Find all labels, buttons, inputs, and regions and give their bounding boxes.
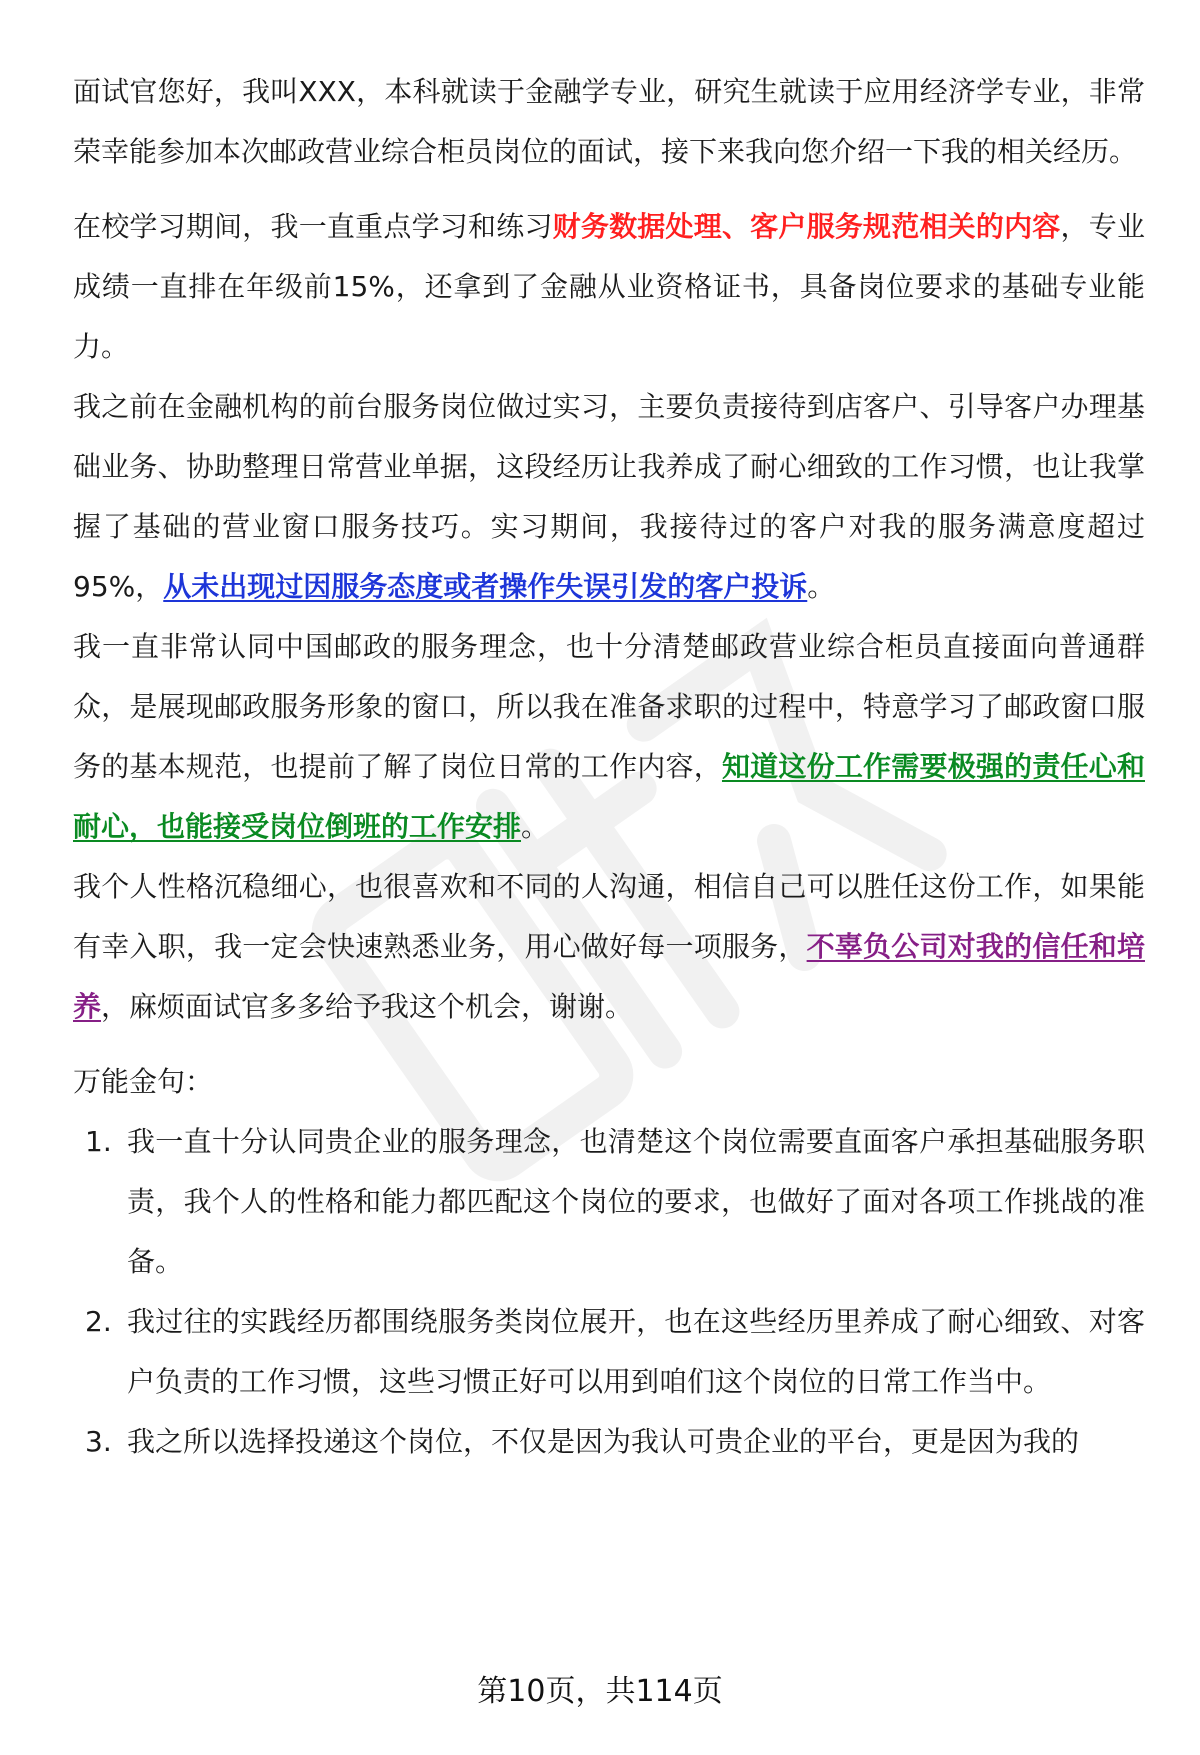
list-item-text: 我一直十分认同贵企业的服务理念，也清楚这个岗位需要直面客户承担基础服务职责，我个人的性格和能力都匹配这个岗位的要求，也做好了面对各项工作挑战的准备。 [127, 1125, 1145, 1278]
study-text-after: ，专业成绩一直排在年级前15%，还拿到了金融从业资格证书，具备岗位要求的基础专业能力。 [73, 210, 1145, 363]
study-paragraph [73, 197, 1145, 377]
list-item [73, 1412, 1145, 1472]
list-item [73, 1292, 1145, 1412]
internship-text-after: 。 [807, 570, 836, 603]
internship-text-before: 我之前在金融机构的前台服务岗位做过实习，主要负责接待到店客户、引导客户办理基础业务、协助整理日常营业单据，这段经历让我养成了耐心细致的工作习惯，也让我掌握了基础的营业窗口服务技巧。实习期间，我接待过的客户对我的服务满意度超过95%， [73, 390, 1145, 603]
list-item-text: 我之所以选择投递这个岗位，不仅是因为我认可贵企业的平台，更是因为我的 [127, 1425, 1080, 1458]
study-text-before: 在校学习期间，我一直重点学习和练习 [73, 210, 553, 243]
identity-paragraph [73, 617, 1145, 857]
list-item-number: 1. [85, 1125, 112, 1158]
identity-text-before: 我一直非常认同中国邮政的服务理念，也十分清楚邮政营业综合柜员直接面向普通群众，是展现邮政服务形象的窗口，所以我在准备求职的过程中，特意学习了邮政窗口服务的基本规范，也提前了解了岗位日常的工作内容， [73, 630, 1145, 783]
list-item [73, 1112, 1145, 1292]
golden-sentences-heading: 万能金句： [73, 1065, 214, 1098]
golden-sentences-list [73, 1112, 1145, 1472]
list-item-number: 3. [85, 1425, 112, 1458]
intro-paragraph: 面试官您好，我叫XXX，本科就读于金融学专业，研究生就读于应用经济学专业，非常荣幸能参加本次邮政营业综合柜员岗位的面试，接下来我向您介绍一下我的相关经历。 [73, 75, 1145, 168]
closing-paragraph [73, 857, 1145, 1037]
list-item-text: 我过往的实践经历都围绕服务类岗位展开，也在这些经历里养成了耐心细致、对客户负责的工作习惯，这些习惯正好可以用到咱们这个岗位的日常工作当中。 [127, 1305, 1145, 1398]
internship-highlight: 从未出现过因服务态度或者操作失误引发的客户投诉 [163, 570, 808, 603]
identity-text-after: 。 [521, 810, 550, 843]
page-number-footer: 第10页，共114页 [477, 1674, 723, 1709]
list-item-number: 2. [85, 1305, 112, 1338]
internship-paragraph [73, 377, 1145, 617]
closing-text-before: 我个人性格沉稳细心，也很喜欢和不同的人沟通，相信自己可以胜任这份工作，如果能有幸入职，我一定会快速熟悉业务，用心做好每一项服务， [73, 870, 1145, 963]
closing-text-after: ，麻烦面试官多多给予我这个机会，谢谢。 [101, 990, 634, 1023]
closing-highlight: 不辜负公司对我的信任和培养 [73, 930, 1145, 1023]
document-body [73, 62, 1145, 1472]
study-highlight: 财务数据处理、客户服务规范相关的内容 [552, 210, 1061, 243]
identity-highlight: 知道这份工作需要极强的责任心和耐心，也能接受岗位倒班的工作安排 [73, 750, 1145, 843]
